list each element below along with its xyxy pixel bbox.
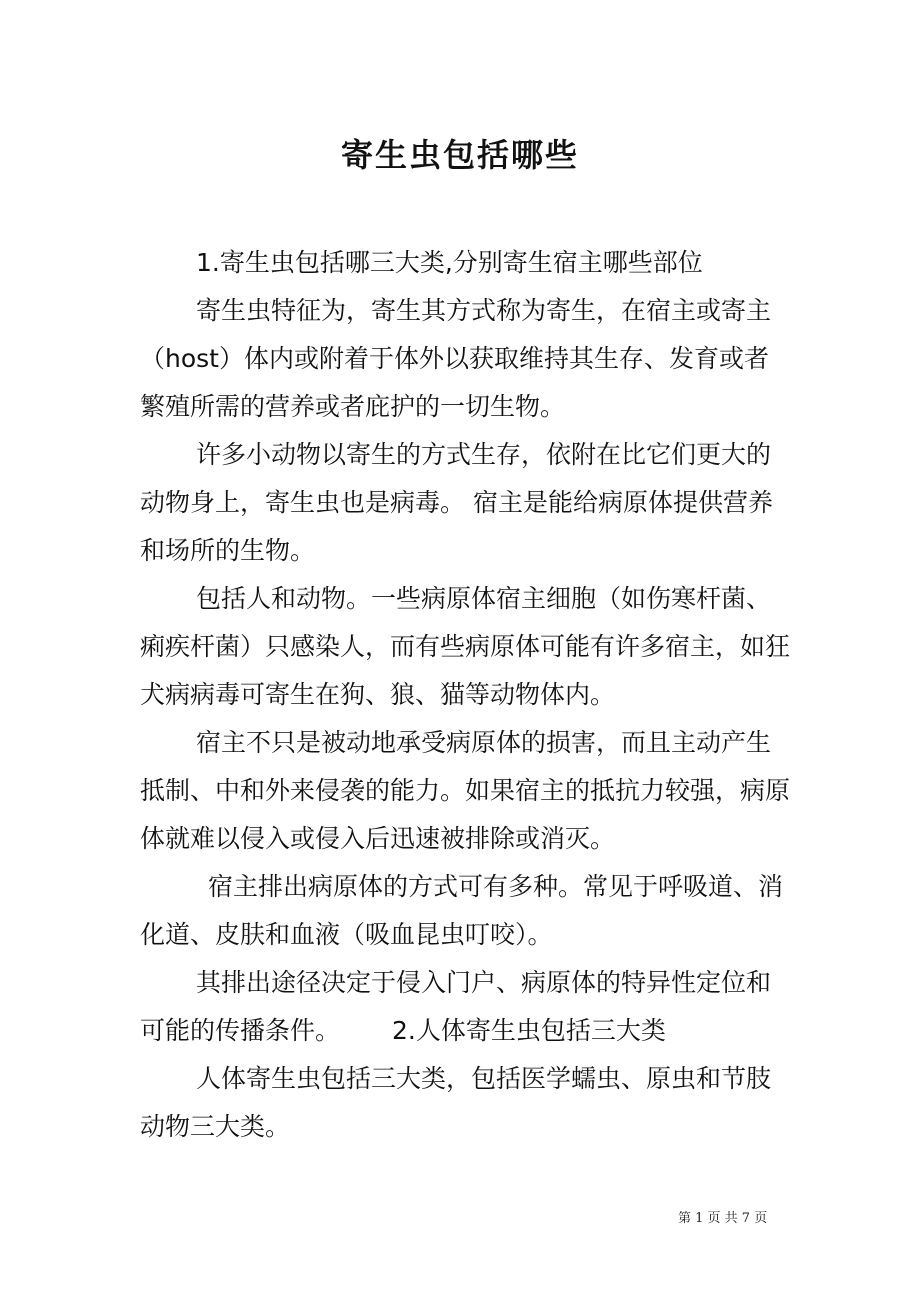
paragraph: 人体寄生虫包括三大类，包括医学蠕虫、原虫和节肢动物三大类。 — [140, 1064, 772, 1141]
paragraph: 许多小动物以寄生的方式生存，依附在比它们更大的动物身上，寄生虫也是病毒。 宿主是能给病原体提供营养和场所的生物。 — [140, 440, 773, 565]
paragraph: 包括人和动物。一些病原体宿主细胞（如伤寒杆菌、痢疾杆菌）只感染人，而有些病原体可能有许多宿主，如狂犬病病毒可寄生在狗、狼、猫等动物体内。 — [140, 584, 791, 709]
paragraph-text: 其排出途径决定于侵入门户、病原体的特异性定位和可能的传播条件。 — [140, 968, 772, 1045]
paragraph-heading-1: 1.寄生虫包括哪三大类,分别寄生宿主哪些部位 — [196, 248, 703, 277]
page-footer: 第 1 页 共 7 页 — [678, 1211, 768, 1226]
paragraph: 宿主排出病原体的方式可有多种。常见于呼吸道、消化道、皮肤和血液（吸血昆虫叮咬）。 — [140, 872, 784, 949]
paragraph: 寄生虫特征为，寄生其方式称为寄生，在宿主或寄主（host）体内或附着于体外以获取维持其生存、发育或者繁殖所需的营养或者庇护的一切生物。 — [140, 296, 772, 421]
paragraph — [140, 959, 790, 1055]
paragraph: 宿主不只是被动地承受病原体的损害，而且主动产生抵制、中和外来侵袭的能力。如果宿主的抵抗力较强，病原体就难以侵入或侵入后迅速被排除或消灭。 — [140, 728, 791, 853]
paragraph-heading-2: 2.人体寄生虫包括三大类 — [392, 1016, 666, 1045]
document-body — [140, 239, 790, 1151]
document-title: 寄生虫包括哪些 — [340, 136, 579, 174]
